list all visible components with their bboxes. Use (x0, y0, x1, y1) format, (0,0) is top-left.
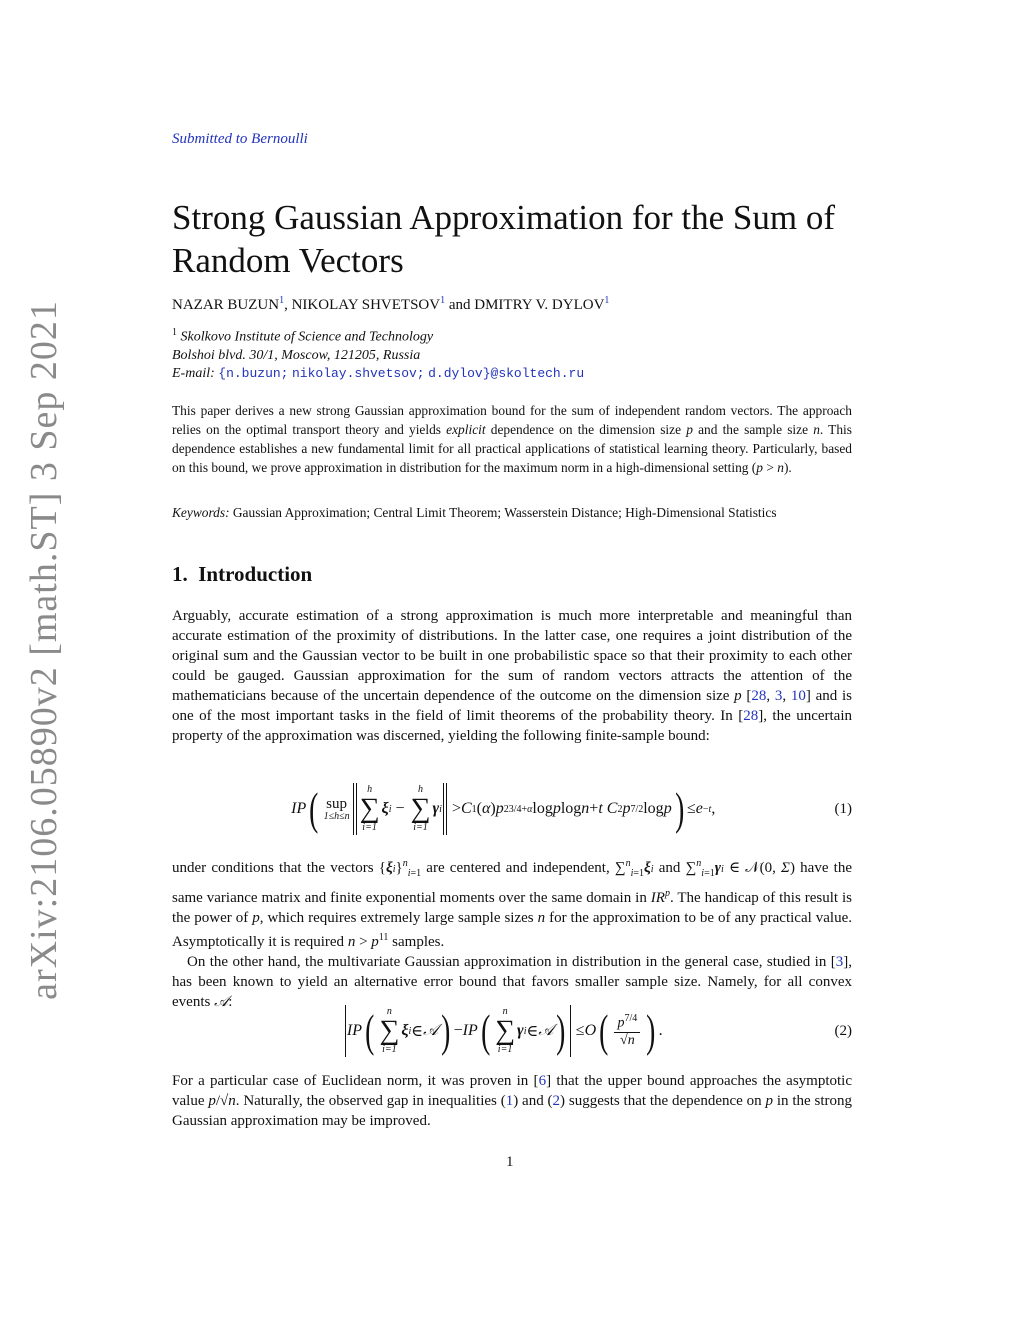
arxiv-stamp (14, 300, 74, 1000)
paragraph: under conditions that the vectors $\{\xi i\}^n_{i=1}$ are centered and independent, ∑$^n_{i=1}$ξi and ∑$^n_{i=1}$γi ∈ 𝒩(0, Σ) have the same variance matrix and finite exponential moments over the same domain in $IR^p$. The handicap of this result is the power of p, which requires extremely large sample sizes n for the approximation to be of any practical value. Asymptotically it is required $n > p^{11}$ samples. On the other hand, the multivariate Gaussian approximation in distribution in the general case, studied in [3], has been known to yield an alternative error bound that favors smaller sample size. Namely, for all convex events 𝒜: (172, 858, 852, 1010)
author-name: DMITRY V. DYLOV (474, 297, 605, 313)
email-link[interactable]: {n.buzun; (218, 365, 289, 381)
email-line: E-mail: {n.buzun; nikolay.shvetsov; d.dylov}@skoltech.ru (172, 365, 585, 381)
citation-link[interactable]: 28 (751, 688, 767, 704)
author-name: NAZAR BUZUN (172, 297, 280, 313)
equation-number: (2) (834, 1022, 852, 1039)
abstract: This paper derives a new strong Gaussian approximation bound for the sum of independent random vectors. The approach relies on the optimal transport theory and yields explicit dependence on the dimension size p and the sample size n. This dependence establishes a new fundamental limit for all practical applications of statistical learning theory. Particularly, based on this bound, we prove approximation in distribution for the maximum norm in a high-dimensional setting (p > n). (172, 403, 852, 475)
institute-name: Skolkovo Institute of Science and Technology (180, 329, 434, 345)
keywords: Keywords: Gaussian Approximation; Central Limit Theorem; Wasserstein Distance; High-Dimensional Statistics (172, 505, 777, 520)
affiliation-ref[interactable]: 1 (440, 295, 446, 306)
paragraph: For a particular case of Euclidean norm, it was proven in [6] that the upper bound approaches the asymptotic value p/√n. Naturally, the observed gap in inequalities (1) and (2) suggests that the dependence on p in the strong Gaussian approximation may be improved. (172, 1073, 852, 1129)
citation-link[interactable]: 6 (538, 1073, 547, 1089)
paper-title: Strong Gaussian Approximation for the Sum of Random Vectors (172, 198, 836, 280)
citation-link[interactable]: 3 (835, 954, 844, 970)
author-list: NAZAR BUZUN$^1$, NIKOLAY SHVETSOV$^1$ and DMITRY V. DYLOV$^1$ (172, 295, 610, 313)
citation-link[interactable]: 10 (790, 688, 806, 704)
equation-number: (1) (834, 800, 852, 817)
equation-1 (172, 778, 852, 840)
affiliation-ref[interactable]: 1 (279, 295, 285, 306)
arxiv-id: arXiv:2106.05890v2 [math.ST] 3 Sep 2021 (23, 300, 65, 1000)
citation-link[interactable]: 3 (774, 688, 783, 704)
equation-ref-link[interactable]: 1 (505, 1093, 514, 1109)
affiliation-block: $^1$ Skolkovo Institute of Science and Technology Bolshoi blvd. 30/1, Moscow, 121205, Russia E-mail: {n.buzun; nikolay.shvetsov; d.dylov}@skoltech.ru (172, 327, 585, 381)
equation-body: IP ( sup 1≤h≤n h ∑ i=1 ξ i − h ∑ i=1 γ i > C 1 ( α ) p 23/4+α log p log n + t C 2 p 7/2 log p ) ≤ e −t , (291, 783, 716, 834)
section-heading: 1. Introduction (172, 562, 313, 586)
equation-ref-link[interactable]: 2 (552, 1093, 561, 1109)
citation-link[interactable]: 28 (743, 708, 759, 724)
author-name: NIKOLAY SHVETSOV (291, 297, 441, 313)
affiliation-ref[interactable]: 1 (604, 295, 610, 306)
institute-address: Bolshoi blvd. 30/1, Moscow, 121205, Russia (172, 347, 421, 363)
email-link[interactable]: nikolay.shvetsov; (291, 365, 425, 381)
email-link[interactable]: d.dylov}@skoltech.ru (428, 365, 585, 381)
equation-2 (172, 1001, 852, 1061)
journal-link[interactable]: Submitted to Bernoulli (172, 131, 308, 147)
page-number: 1 (506, 1154, 514, 1170)
equation-body: IP ( n ∑ i=1 ξ i ∈ 𝒜 ) − IP ( n ∑ i=1 γ i ∈ 𝒜 ) ≤ O ( $\frac{p^{7/4}}{√n}$ ) . (346, 1005, 663, 1056)
paragraph: Arguably, accurate estimation of a strong approximation is much more interpretable and meaningful than accurate estimation of the proximity of distributions. In the latter case, one requires a joint distribution of the original sum and the Gaussian vector to be built in one probabilistic space so that their proximity to each other could be gauged. Gaussian approximation for the sum of random vectors attracts the attention of the mathematicians because of the uncertain dependence of the outcome on the dimension size p [28, 3, 10] and is one of the most important tasks in the field of limit theorems of the probability theory. In [28], the uncertain property of the approximation was discerned, yielding the following finite-sample bound: (172, 608, 853, 744)
